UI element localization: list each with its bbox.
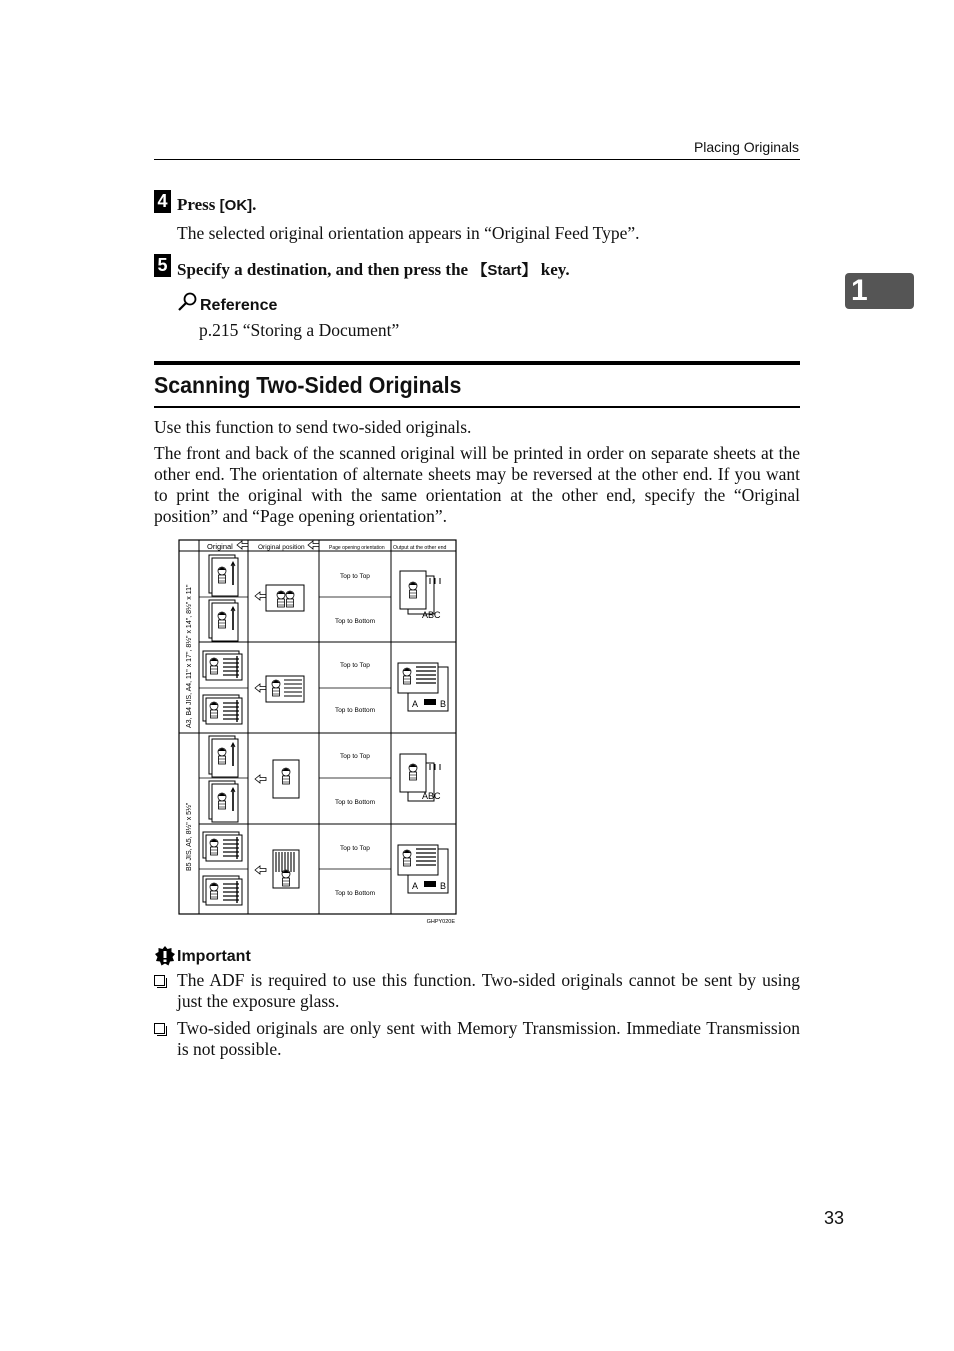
reference-heading: Reference (200, 297, 278, 314)
original-sheet-icon (203, 832, 242, 861)
diagram-header-opening: Page opening orientation (329, 545, 385, 551)
opening-label: Top to Top (340, 662, 370, 669)
output-label: A (412, 699, 419, 709)
diagram-header-output: Output at the other end (393, 545, 447, 551)
step-5-instruction (177, 259, 570, 280)
opening-label: Top to Top (340, 753, 370, 760)
figure-code: GHPY020E (426, 919, 455, 925)
original-sheet-icon (203, 695, 242, 724)
running-header: Placing Originals (693, 139, 799, 155)
step-5-text: Specify a destination, and then press the (177, 260, 473, 279)
step-4-text: Press (177, 195, 220, 214)
start-key-label: 【Start】 (472, 262, 537, 279)
output-label: A (412, 881, 419, 891)
step-5-end: key. (536, 260, 570, 279)
output-label: B (440, 881, 447, 891)
section-top-rule (154, 361, 800, 365)
output-label: ABC (422, 610, 441, 620)
step-4-instruction (177, 195, 256, 215)
original-sheet-icon (209, 781, 238, 822)
diagram-header-position: Original position (258, 544, 305, 551)
original-sheet-icon (203, 651, 242, 680)
chapter-tab: 1 (845, 273, 914, 309)
checkbox-bullet-icon (154, 975, 165, 986)
section-intro: Use this function to send two-sided originals. (154, 417, 472, 437)
opening-label: Top to Bottom (334, 707, 376, 714)
original-sheet-icon (209, 600, 238, 641)
important-heading: Important (177, 948, 251, 965)
reference-link-text[interactable]: p.215 “Storing a Document” (199, 320, 400, 340)
section-title: Scanning Two-Sided Originals (154, 372, 462, 398)
two-sided-originals-diagram (178, 538, 458, 928)
output-label: B (440, 699, 447, 709)
ok-key-label: [OK] (219, 197, 253, 214)
output-label: ABC (422, 791, 441, 801)
size-group-large-label: A3, B4 JIS, A4, 11" x 17", 8½" x 14", 8½" x 11" (186, 584, 193, 728)
step-number-icon: 5 (154, 254, 171, 277)
opening-label: Top to Bottom (334, 890, 376, 897)
original-sheet-icon (209, 736, 238, 777)
important-item: The ADF is required to use this function. Two-sided originals cannot be sent by using just the exposure glass. (177, 970, 800, 1011)
opening-label: Top to Bottom (334, 618, 376, 625)
important-icon (154, 945, 176, 967)
header-rule (154, 159, 800, 160)
original-sheet-icon (209, 555, 238, 596)
size-group-small-label: B5 JIS, A5, 8½" x 5½" (186, 802, 193, 871)
opening-label: Top to Top (340, 573, 370, 580)
page-number: 33 (824, 1208, 845, 1228)
step-number-icon: 4 (154, 190, 171, 213)
opening-label: Top to Bottom (334, 799, 376, 806)
section-body: The front and back of the scanned original will be printed in order on separate sheets at the other end. The orientation of alternate sheets may be reversed at the other end. If you want to print the original with the same orientation at the other end, specify the “Original position” and “Page opening orientation”. (154, 443, 800, 526)
opening-label: Top to Top (340, 845, 370, 852)
important-item: Two-sided originals are only sent with Memory Transmission. Immediate Transmission is not possible. (177, 1018, 800, 1059)
section-bottom-rule (154, 406, 800, 408)
diagram-header-original: Original (207, 542, 233, 551)
checkbox-bullet-icon (154, 1023, 165, 1034)
original-sheet-icon (203, 876, 242, 905)
step-4-end: . (252, 195, 257, 214)
step-4-description: The selected original orientation appears in “Original Feed Type”. (177, 223, 640, 243)
magnifier-icon (177, 292, 199, 312)
